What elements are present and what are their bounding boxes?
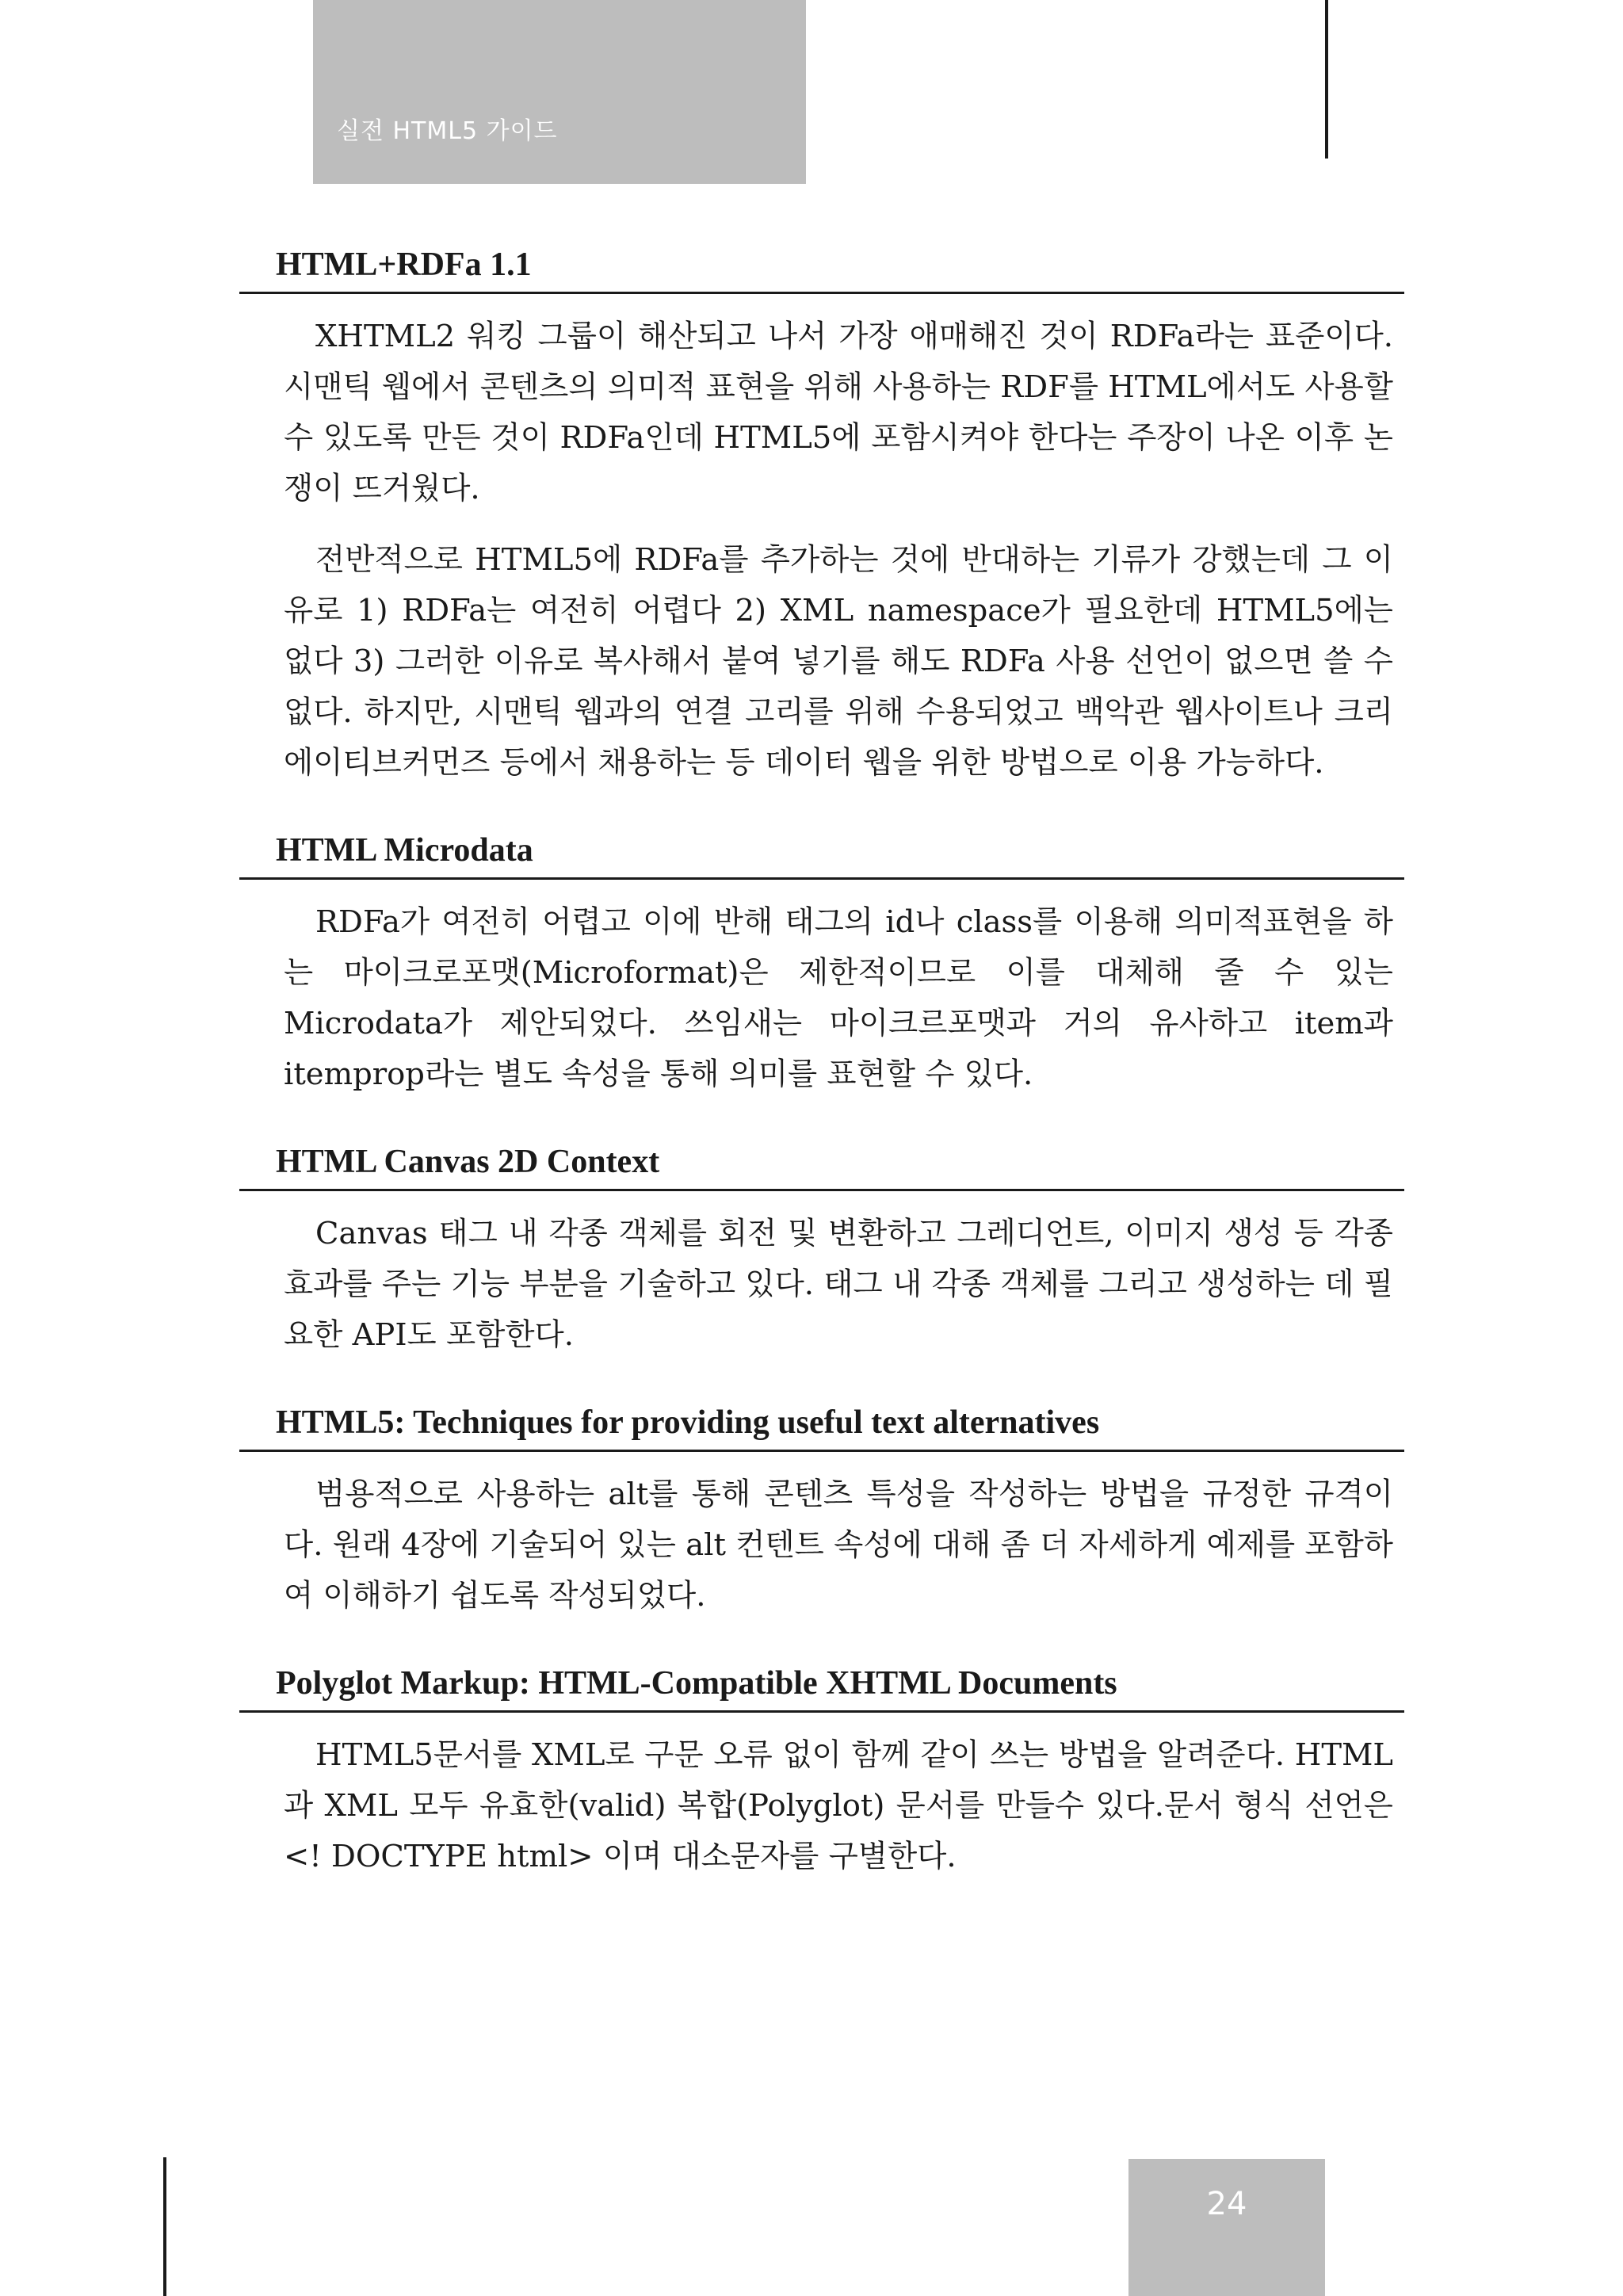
paragraph: 범용적으로 사용하는 alt를 통해 콘텐츠 특성을 작성하는 방법을 규정한 규격이다. 원래 4장에 기술되어 있는 alt 컨텐트 속성에 대해 좀 더 자세하게 예제를 포함하여 이해하기 쉽도록 작성되었다. — [284, 1477, 1393, 1614]
paragraph: XHTML2 워킹 그룹이 해산되고 나서 가장 애매해진 것이 RDFa라는 표준이다. 시맨틱 웹에서 콘텐츠의 의미적 표현을 위해 사용하는 RDF를 HTML에서도 사용할 수 있도록 만든 것이 RDFa인데 HTML5에 포함시켜야 한다는 주장이 나온 이후 논쟁이 뜨거웠다. — [284, 319, 1393, 506]
section-polyglot-markup — [239, 1661, 1404, 1882]
heading-underline — [239, 877, 1404, 880]
header-tab — [313, 0, 806, 184]
paragraph: RDFa가 여전히 어렵고 이에 반해 태그의 id나 class를 이용해 의미적표현을 하는 마이크로포맷(Microformat)은 제한적이므로 이를 대체해 줄 수 있는 Microdata가 제안되었다. 쓰임새는 마이크르포맷과 거의 유사하고 item과 itemprop라는 별도 속성을 통해 의미를 표현할 수 있다. — [284, 904, 1393, 1092]
section-html-canvas — [239, 1140, 1404, 1361]
heading-underline — [239, 1189, 1404, 1191]
page-content — [239, 243, 1404, 1922]
heading-underline — [239, 1450, 1404, 1452]
section-text-alternatives — [239, 1400, 1404, 1622]
page-number-tab — [1128, 2159, 1325, 2296]
page-number: 24 — [1206, 2186, 1247, 2222]
paragraph: HTML5문서를 XML로 구문 오류 없이 함께 같이 쓰는 방법을 알려준다. HTML과 XML 모두 유효한(valid) 복합(Polyglot) 문서를 만들수 있다.문서 형식 선언은 <! DOCTYPE html> 이며 대소문자를 구별한다. — [284, 1737, 1393, 1874]
running-header-title: 실전 HTML5 가이드 — [337, 117, 558, 145]
heading-underline — [239, 292, 1404, 294]
section-heading: HTML+RDFa 1.1 — [276, 246, 532, 283]
section-heading: HTML Microdata — [276, 832, 533, 869]
paragraph: 전반적으로 HTML5에 RDFa를 추가하는 것에 반대하는 기류가 강했는데 그 이유로 1) RDFa는 여전히 어렵다 2) XML namespace가 필요한데 HTML5에는 없다 3) 그러한 이유로 복사해서 붙여 넣기를 해도 RDFa 사용 선언이 없으면 쓸 수 없다. 하지만, 시맨틱 웹과의 연결 고리를 위해 수용되었고 백악관 웹사이트나 크리에이티브커먼즈 등에서 채용하는 등 데이터 웹을 위한 방법으로 이용 가능하다. — [284, 542, 1393, 781]
header-vertical-rule — [1325, 0, 1328, 159]
heading-underline — [239, 1710, 1404, 1713]
section-heading: HTML Canvas 2D Context — [276, 1144, 660, 1180]
section-html-rdfa — [239, 243, 1404, 789]
paragraph: Canvas 태그 내 각종 객체를 회전 및 변환하고 그레디언트, 이미지 생성 등 각종 효과를 주는 기능 부분을 기술하고 있다. 태그 내 각종 객체를 그리고 생성하는 데 필요한 API도 포함한다. — [284, 1216, 1393, 1353]
section-html-microdata — [239, 828, 1404, 1100]
section-heading: Polyglot Markup: HTML-Compatible XHTML Documents — [276, 1665, 1117, 1702]
footer-vertical-rule — [163, 2157, 166, 2296]
section-heading: HTML5: Techniques for providing useful text alternatives — [276, 1404, 1100, 1441]
